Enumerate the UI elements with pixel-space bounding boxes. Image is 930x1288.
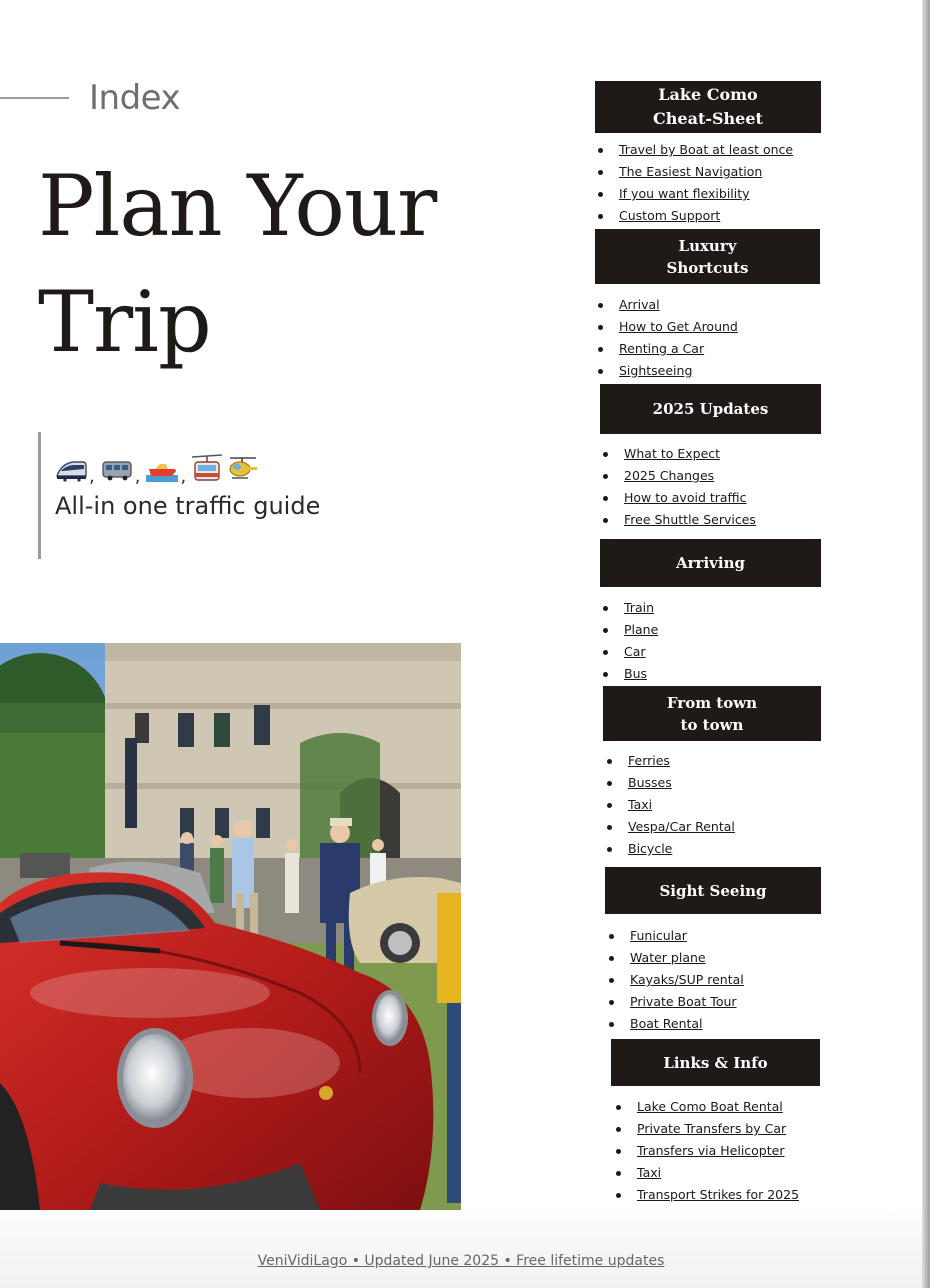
toc-header-line: to town xyxy=(680,715,744,734)
toc-link[interactable]: Transport Strikes for 2025 xyxy=(637,1187,800,1202)
toc-header-cheat-sheet[interactable] xyxy=(595,81,821,133)
list-item xyxy=(598,294,738,316)
toc-header-sight-seeing[interactable] xyxy=(605,867,821,914)
list-item xyxy=(598,338,738,360)
list-item xyxy=(603,487,756,509)
cable-car-icon xyxy=(192,454,222,486)
train-icon xyxy=(55,456,87,486)
list-item xyxy=(603,509,756,531)
toc-link[interactable]: How to avoid traffic xyxy=(624,490,747,505)
toc-list-sight-seeing xyxy=(609,925,744,1035)
toc-link[interactable]: Private Transfers by Car xyxy=(637,1121,787,1136)
toc-header-luxury-shortcuts[interactable] xyxy=(595,229,820,284)
toc-link[interactable]: How to Get Around xyxy=(619,319,738,334)
list-item xyxy=(609,969,744,991)
title-line-2: Trip xyxy=(38,273,211,371)
list-item xyxy=(598,161,793,183)
toc-link[interactable]: Plane xyxy=(624,622,659,637)
toc-link[interactable]: Vespa/Car Rental xyxy=(628,819,735,834)
list-item xyxy=(603,619,658,641)
comma-separator: , xyxy=(180,466,187,487)
page-edge-shadow xyxy=(922,0,930,1288)
toc-link[interactable]: Free Shuttle Services xyxy=(624,512,756,527)
toc-link[interactable]: Ferries xyxy=(628,753,670,768)
toc-header-line: 2025 Updates xyxy=(652,400,769,418)
toc-header-line: Sight Seeing xyxy=(659,881,767,900)
toc-header-line: Luxury xyxy=(678,236,737,255)
list-item xyxy=(616,1140,799,1162)
toc-header-links-info[interactable] xyxy=(611,1039,820,1086)
tagline: All-in one traffic guide xyxy=(55,492,321,520)
toc-link[interactable]: Travel by Boat at least once xyxy=(619,142,794,157)
toc-list-town-to-town xyxy=(607,750,735,860)
speedboat-icon xyxy=(146,456,178,486)
list-item xyxy=(598,316,738,338)
list-item xyxy=(616,1096,799,1118)
toc-link[interactable]: Lake Como Boat Rental xyxy=(637,1099,783,1114)
comma-separator: , xyxy=(134,466,141,487)
list-item xyxy=(609,1013,744,1035)
intro-block xyxy=(38,432,401,559)
toc-link[interactable]: Transfers via Helicopter xyxy=(637,1143,785,1158)
toc-link[interactable]: Bus xyxy=(624,666,648,681)
list-item xyxy=(607,750,735,772)
toc-link[interactable]: Sightseeing xyxy=(619,363,693,378)
list-item xyxy=(603,641,658,663)
toc-link[interactable]: Boat Rental xyxy=(630,1016,703,1031)
list-item xyxy=(609,991,744,1013)
toc-link[interactable]: Taxi xyxy=(637,1165,662,1180)
toc-header-arriving[interactable] xyxy=(600,539,821,587)
list-item xyxy=(607,816,735,838)
transport-icons xyxy=(55,454,258,486)
list-item xyxy=(609,925,744,947)
toc-link[interactable]: Car xyxy=(624,644,646,659)
index-label: Index xyxy=(89,78,181,118)
toc-link[interactable]: If you want flexibility xyxy=(619,186,750,201)
toc-link[interactable]: Arrival xyxy=(619,297,660,312)
toc-list-2025-updates xyxy=(603,443,756,531)
index-rule xyxy=(0,97,69,99)
toc-link[interactable]: Taxi xyxy=(628,797,653,812)
list-item xyxy=(609,947,744,969)
title-line-1: Plan Your xyxy=(38,157,437,255)
list-item xyxy=(598,183,793,205)
helicopter-icon xyxy=(228,454,258,486)
list-item xyxy=(616,1184,799,1206)
comma-separator: , xyxy=(89,466,95,487)
toc-link[interactable]: Train xyxy=(624,600,654,615)
toc-link[interactable]: Water plane xyxy=(630,950,706,965)
toc-link[interactable]: 2025 Changes xyxy=(624,468,715,483)
toc-link[interactable]: Kayaks/SUP rental xyxy=(630,972,744,987)
toc-list-cheat-sheet xyxy=(598,139,793,227)
toc-link[interactable]: Private Boat Tour xyxy=(630,994,737,1009)
toc-link[interactable]: Busses xyxy=(628,775,672,790)
toc-link[interactable]: Funicular xyxy=(630,928,687,943)
toc-header-line: Shortcuts xyxy=(666,258,749,277)
toc-header-town-to-town[interactable] xyxy=(603,686,821,741)
toc-header-line: Arriving xyxy=(676,554,745,572)
toc-header-line: Cheat-Sheet xyxy=(653,109,763,128)
footer-band xyxy=(0,1210,922,1288)
toc-list-arriving xyxy=(603,597,658,685)
toc-list-links-info xyxy=(616,1096,799,1206)
list-item xyxy=(607,794,735,816)
list-item xyxy=(598,139,793,161)
footer-link[interactable]: VeniVidiLago • Updated June 2025 • Free lifetime updates xyxy=(257,1253,665,1269)
toc-list-clip xyxy=(607,750,821,868)
toc-link[interactable]: Renting a Car xyxy=(619,341,705,356)
toc-link[interactable]: The Easiest Navigation xyxy=(619,164,763,179)
list-item xyxy=(616,1118,799,1140)
list-item xyxy=(603,465,756,487)
page-title xyxy=(38,148,436,380)
toc-list-luxury-shortcuts xyxy=(598,294,738,382)
toc-link[interactable]: What to Expect xyxy=(624,446,721,461)
list-item xyxy=(603,597,658,619)
list-item xyxy=(607,838,735,860)
list-item xyxy=(598,360,738,382)
list-item xyxy=(603,663,658,685)
toc-header-2025-updates[interactable] xyxy=(600,384,821,434)
list-item xyxy=(607,772,735,794)
toc-header-line: From town xyxy=(666,693,758,712)
list-item xyxy=(603,443,756,465)
red-classic-car-photo xyxy=(0,643,461,1210)
list-item xyxy=(598,205,793,227)
toc-header-line: Lake Como xyxy=(658,85,758,104)
toc-link[interactable]: Custom Support xyxy=(619,208,721,223)
bus-icon xyxy=(101,456,133,486)
list-item xyxy=(616,1162,799,1184)
toc-header-line: Links & Info xyxy=(663,1053,768,1072)
toc-link[interactable]: Bicycle xyxy=(628,841,673,856)
